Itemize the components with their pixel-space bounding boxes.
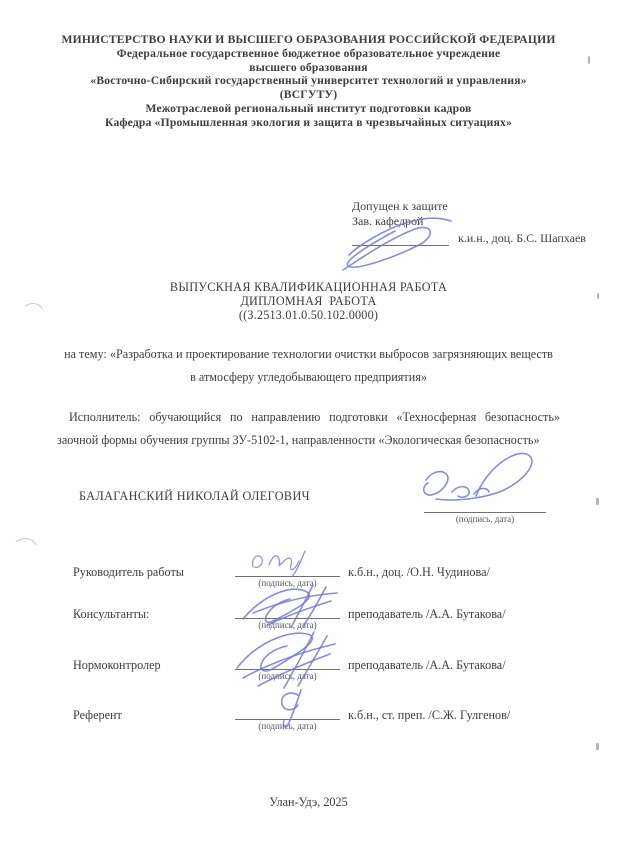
norm-controller-signature-line	[235, 654, 340, 670]
supervisor-quals: к.б.н., доц. /О.Н. Чудинова/	[348, 565, 490, 579]
work-code: ((З.2513.01.0.50.102.0000)	[238, 307, 379, 322]
city-year-footer: Улан-Удэ, 2025	[269, 795, 348, 809]
work-title-line2: ДИПЛОМНАЯ РАБОТА	[240, 293, 377, 308]
admit-line2: Зав. кафедрой	[352, 213, 424, 228]
theme-line1: на тему: «Разработка и проектирование технологии очистки выбросов загрязняющих веществ	[64, 347, 553, 361]
header-line-institution: Федеральное государственное бюджетное образовательное учреждение	[116, 46, 501, 60]
student-name: БАЛАГАНСКИЙ НИКОЛАЙ ОЛЕГОВИЧ	[79, 489, 310, 503]
header-line-department: Кафедра «Промышленная экология и защита в чрезвычайных ситуациях»	[105, 115, 512, 129]
supervisor-signature-line	[235, 561, 340, 577]
admit-block	[352, 199, 448, 228]
consultants-signature-caption: (подпись, дата)	[258, 620, 317, 630]
work-title-block	[0, 281, 617, 322]
work-title-line1: ВЫПУСКНАЯ КВАЛИФИКАЦИОННАЯ РАБОТА	[169, 280, 448, 294]
admit-signature-line	[352, 232, 449, 246]
executor-line1: Исполнитель: обучающийся по направлению подготовки «Техносферная безопасность»	[69, 410, 560, 424]
student-signature-line	[424, 499, 546, 513]
referent-signature-caption: (подпись, дата)	[258, 721, 317, 731]
consultants-row	[0, 603, 617, 653]
norm-controller-quals: преподаватель /А.А. Бутакова/	[348, 658, 506, 672]
scan-artifact-tick	[597, 293, 599, 299]
referent-row	[0, 704, 617, 754]
supervisor-role-label: Руководитель работы	[73, 565, 184, 579]
student-signature-caption: (подпись, дата)	[455, 514, 515, 524]
referent-role-label: Референт	[73, 708, 122, 722]
norm-controller-row	[0, 654, 617, 704]
header-line-abbrev: (ВСГУТУ)	[279, 88, 338, 102]
norm-controller-role-label: Нормоконтролер	[73, 658, 161, 672]
admit-signer-name: к.и.н., доц. Б.С. Шапхаев	[458, 231, 586, 245]
theme-line2: в атмосферу угледобывающего предприятия»	[190, 370, 427, 384]
norm-controller-signature-caption: (подпись, дата)	[258, 671, 317, 681]
consultants-signature-line	[235, 603, 340, 619]
header-line-institute: Межотраслевой региональный институт подготовки кадров	[145, 101, 472, 115]
header-line-education: высшего образования	[249, 60, 368, 74]
executor-line2: заочной формы обучения группы ЗУ-5102-1, направленности «Экологическая безопасность»	[57, 433, 540, 447]
consultants-quals: преподаватель /А.А. Бутакова/	[348, 607, 506, 621]
supervisor-signature-caption: (подпись, дата)	[258, 578, 317, 588]
consultants-role-label: Консультанты:	[73, 607, 150, 621]
scan-artifact-tick	[588, 56, 590, 64]
scan-artifact-arc	[12, 538, 38, 550]
referent-quals: к.б.н., ст. преп. /С.Ж. Гулгенов/	[348, 708, 511, 722]
admit-signature-row	[352, 228, 586, 243]
executor-paragraph	[57, 406, 560, 452]
scan-artifact-tick	[596, 498, 599, 505]
header-line-university: «Восточно-Сибирский государственный университет технологий и управления»	[90, 74, 527, 88]
admit-line1: Допущен к защите	[352, 199, 448, 213]
header-line-ministry: МИНИСТЕРСТВО НАУКИ И ВЫСШЕГО ОБРАЗОВАНИЯ РОССИЙСКОЙ ФЕДЕРАЦИИ	[61, 33, 556, 46]
ministry-header	[28, 33, 589, 130]
scan-artifact-tick	[596, 743, 599, 750]
referent-signature-line	[235, 704, 340, 720]
